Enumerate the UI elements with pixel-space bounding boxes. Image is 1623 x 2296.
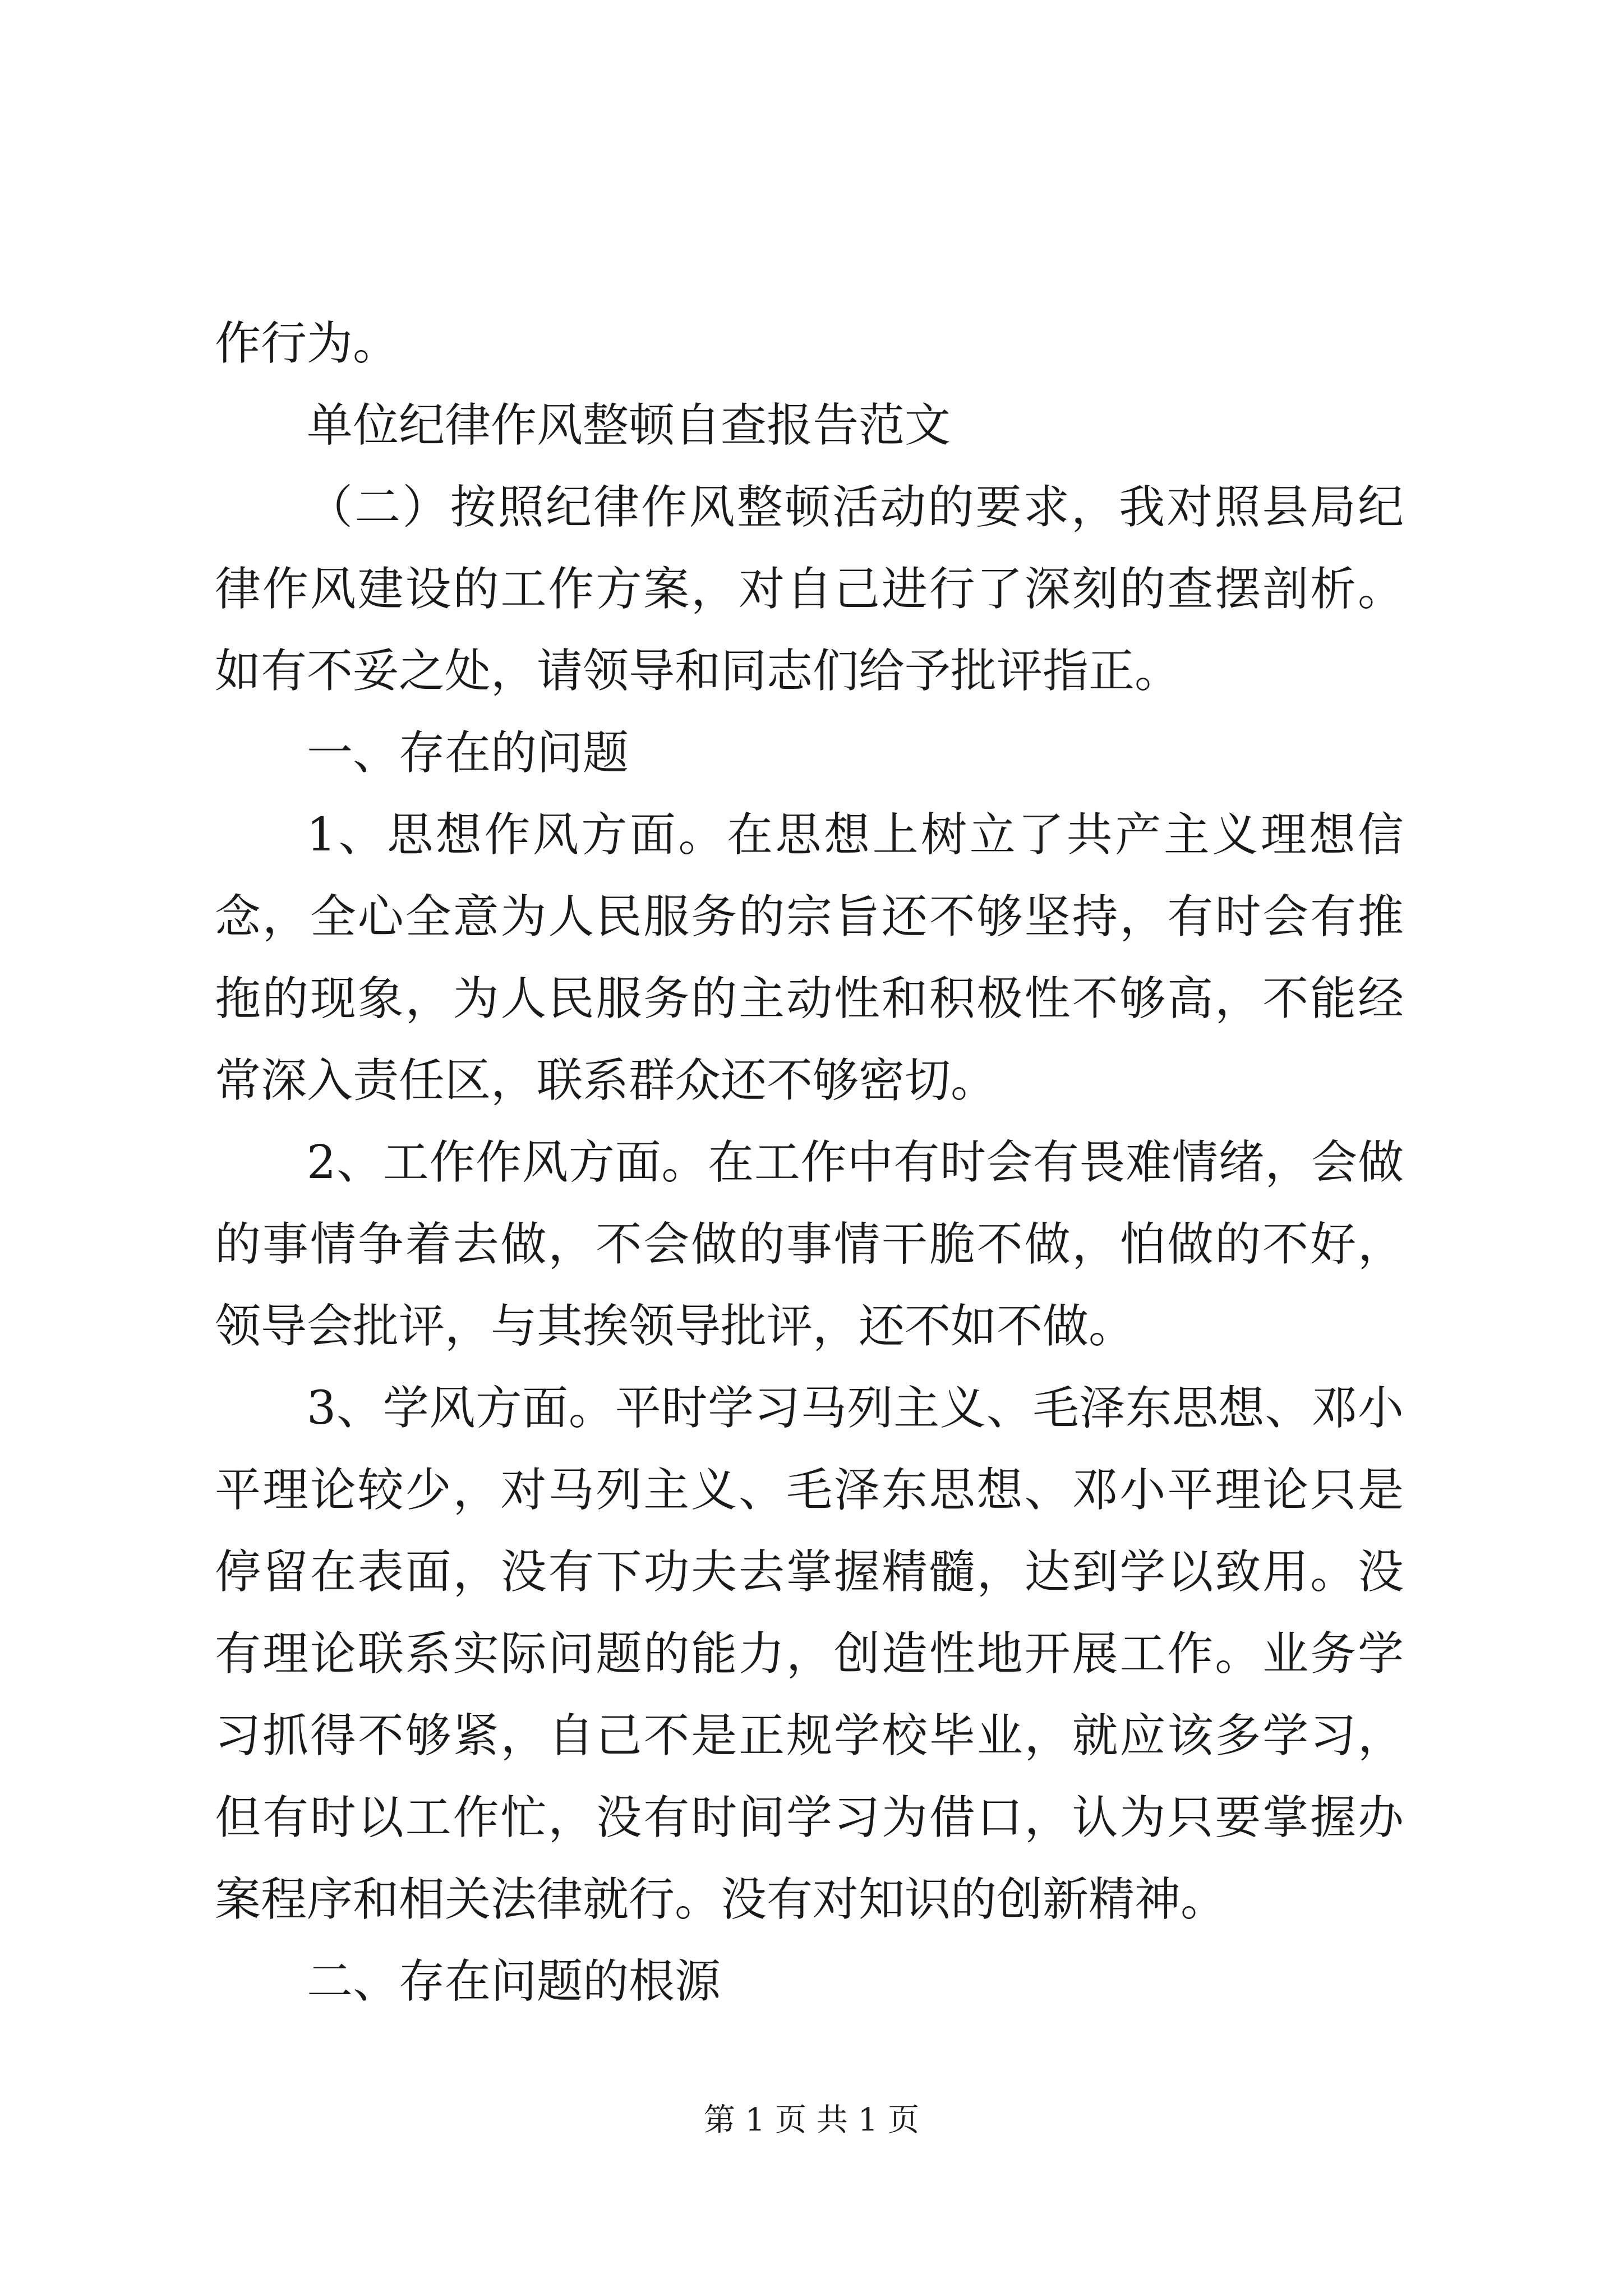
paragraph-continuation: 作行为。 xyxy=(215,317,399,370)
paragraph-work-style: 2、工作作风方面。在工作中有时会有畏难情绪，会做的事情争着去做，不会做的事情干脆不做，怕做的不好，领导会批评，与其挨领导批评，还不如不做。 xyxy=(215,1136,1404,1353)
paragraph-study-style: 3、学风方面。平时学习马列主义、毛泽东思想、邓小平理论较少，对马列主义、毛泽东思想、邓小平理论只是停留在表面，没有下功夫去掌握精髓，达到学以致用。没有理论联系实际问题的能力，创造性地开展工作。业务学习抓得不够紧，自己不是正规学校毕业，就应该多学习，但有时以工作忙，没有时间学习为借口，认为只要掌握办案程序和相关法律就行。没有对知识的创新精神。 xyxy=(215,1382,1404,1926)
section-heading-problems: 一、存在的问题 xyxy=(307,726,629,780)
document-body xyxy=(215,303,1404,2023)
page-footer: 第 1 页 共 1 页 xyxy=(703,2102,920,2138)
section-heading-root-causes: 二、存在问题的根源 xyxy=(307,1955,721,2008)
paragraph-thought-style: 1、思想作风方面。在思想上树立了共产主义理想信念，全心全意为人民服务的宗旨还不够坚持，有时会有推拖的现象，为人民服务的主动性和积极性不够高，不能经常深入责任区，联系群众还不够密切。 xyxy=(215,808,1404,1107)
paragraph-intro: （二）按照纪律作风整顿活动的要求，我对照县局纪律作风建设的工作方案，对自己进行了深刻的查摆剖析。如有不妥之处，请领导和同志们给予批评指正。 xyxy=(215,481,1404,698)
document-title: 单位纪律作风整顿自查报告范文 xyxy=(307,399,951,452)
